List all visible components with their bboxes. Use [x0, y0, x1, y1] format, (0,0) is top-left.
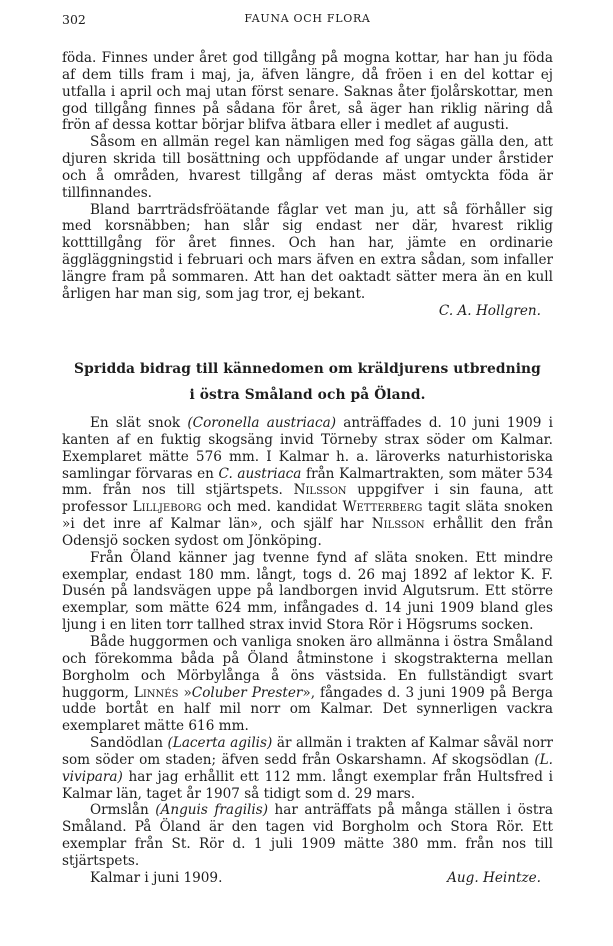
running-title: FAUNA OCH FLORA [244, 12, 371, 25]
text-run: från Kalmartrakten, som mäter 534 mm. från nos till stjärtspets. [62, 465, 553, 499]
person-name: Lilljeborg [132, 499, 202, 516]
article-body [62, 415, 553, 887]
text-run: Sandödlan [90, 735, 168, 752]
paragraph: Bland barrträdsfröätande fåglar vet man ju, att så förhåller sig med korsnäbben; han slår sig endast ner där, hvarest riklig kotttillgång för året finnes. Och han har, jämte en ordinarie äggläggningstid i februari och mars äfven en extra sådan, som infaller längre fram på sommaren. Att han det oaktadt sätter mera än en kull årligen har man sig, som jag tror, ej bekant. [62, 201, 553, 302]
species-name: (L. vivipara) [62, 751, 553, 785]
paragraph [62, 735, 553, 802]
closing-line [62, 870, 553, 887]
species-name: Coluber Prester [191, 684, 303, 701]
species-name: C. austriaca [218, 465, 302, 482]
text-run: uppgifver i sin fauna, att professor [62, 482, 553, 516]
paragraph: Såsom en allmän regel kan nämligen med fog sägas gälla den, att djuren skrida till bosättning och uppfödande af ungar under årstider och å områden, hvarest tillgång af deras mäst omtyckta föda är tillfinnandes. [62, 134, 553, 201]
paragraph: Från Öland känner jag tvenne fynd af släta snoken. Ett mindre exemplar, endast 180 mm. långt, togs d. 26 maj 1892 af lektor K. F. Dusén på landsvägen uppe på landborgen invid Algutsrum. Ett större exemplar, som mätte 624 mm, infångades d. 14 juni 1909 bland gles ljung i en liten torr tallhed strax invid Stora Rör i Högsrums socken. [62, 549, 553, 634]
article-title-line: i östra Småland och på Öland. [189, 387, 426, 403]
species-name: (Coronella austriaca) [187, 415, 337, 431]
page-number: 302 [62, 12, 86, 27]
person-name: Wetterberg [342, 499, 423, 516]
place-date: Kalmar i juni 1909. [90, 869, 223, 886]
article-title [62, 356, 553, 408]
author-signature: Aug. Heintze. [447, 869, 541, 886]
paragraph [62, 415, 553, 550]
article-title-line: Spridda bidrag till kännedomen om kräldjurens utbredning [74, 361, 541, 377]
text-run: och med. kandidat [201, 499, 343, 516]
text-run: anträffades d. 10 juni 1909 i kanten af en fuktig skogsäng invid Törneby strax söder om Kalmar. Exemplaret mätte 576 mm. I Kalmar h. a. läroverks naturhistoriska samlingar förvaras en [62, 415, 554, 482]
text-run: » [178, 684, 192, 701]
text-run: Ormslån [90, 802, 156, 819]
text-run: Både huggormen och vanliga snoken äro allmänna i östra Småland och förekomma båda på Öland åtminstone i skogstrakterna mellan Borgholm och Mörbylånga å öns västsida. En fullständigt svart huggorm, [62, 633, 553, 701]
species-name: (Anguis fragilis) [155, 802, 269, 819]
article-continuation [62, 50, 553, 320]
text-run: tagit släta snoken »i det inre af Kalmar län», och själf har [62, 499, 553, 533]
species-name: (Lacerta agilis) [167, 735, 273, 752]
text-run: erhållit den från Odensjö socken sydost om Jönköping. [62, 516, 553, 549]
person-name: Nilsson [371, 516, 425, 533]
person-name: Nilsson [293, 482, 347, 499]
person-name: Linnés [133, 684, 179, 701]
paragraph [62, 634, 553, 735]
paragraph [62, 802, 553, 869]
text-run: har anträffats på många ställen i östra Småland. På Öland är den tagen vid Borgholm och Stora Rör. Ett exemplar från St. Rör d. 1 juli 1909 mätte 380 mm. från nos till stjärtspets. [62, 802, 553, 869]
text-run: En slät snok [90, 415, 188, 431]
paragraph: föda. Finnes under året god tillgång på mogna kottar, har han ju föda af dem tills fram i maj, ja, äfven längre, då fröen i en del kottar ej utfalla i april och maj utan först senare. Saknas åter fjolårskottar, men god tillgång finnes på sådana för året, så äger han riklig näring då frön af dessa kottar börjar blifva ätbara eller i medlet af augusti. [62, 50, 553, 134]
text-run: », fångades d. 3 juni 1909 på Berga udde bortåt en half mil norr om Kalmar. Det synnerligen vackra exemplaret mätte 616 mm. [62, 684, 553, 735]
text-run: har jag erhållit ett 112 mm. långt exemplar från Hultsfred i Kalmar län, taget år 1907 så tidigt som d. 29 mars. [62, 768, 553, 802]
text-run: är allmän i trakten af Kalmar såväl norr som söder om staden; äfven sedd från Oskarshamn. Af skogsödlan [62, 735, 553, 768]
author-signature: C. A. Hollgren. [438, 302, 541, 319]
page-header [62, 12, 553, 30]
